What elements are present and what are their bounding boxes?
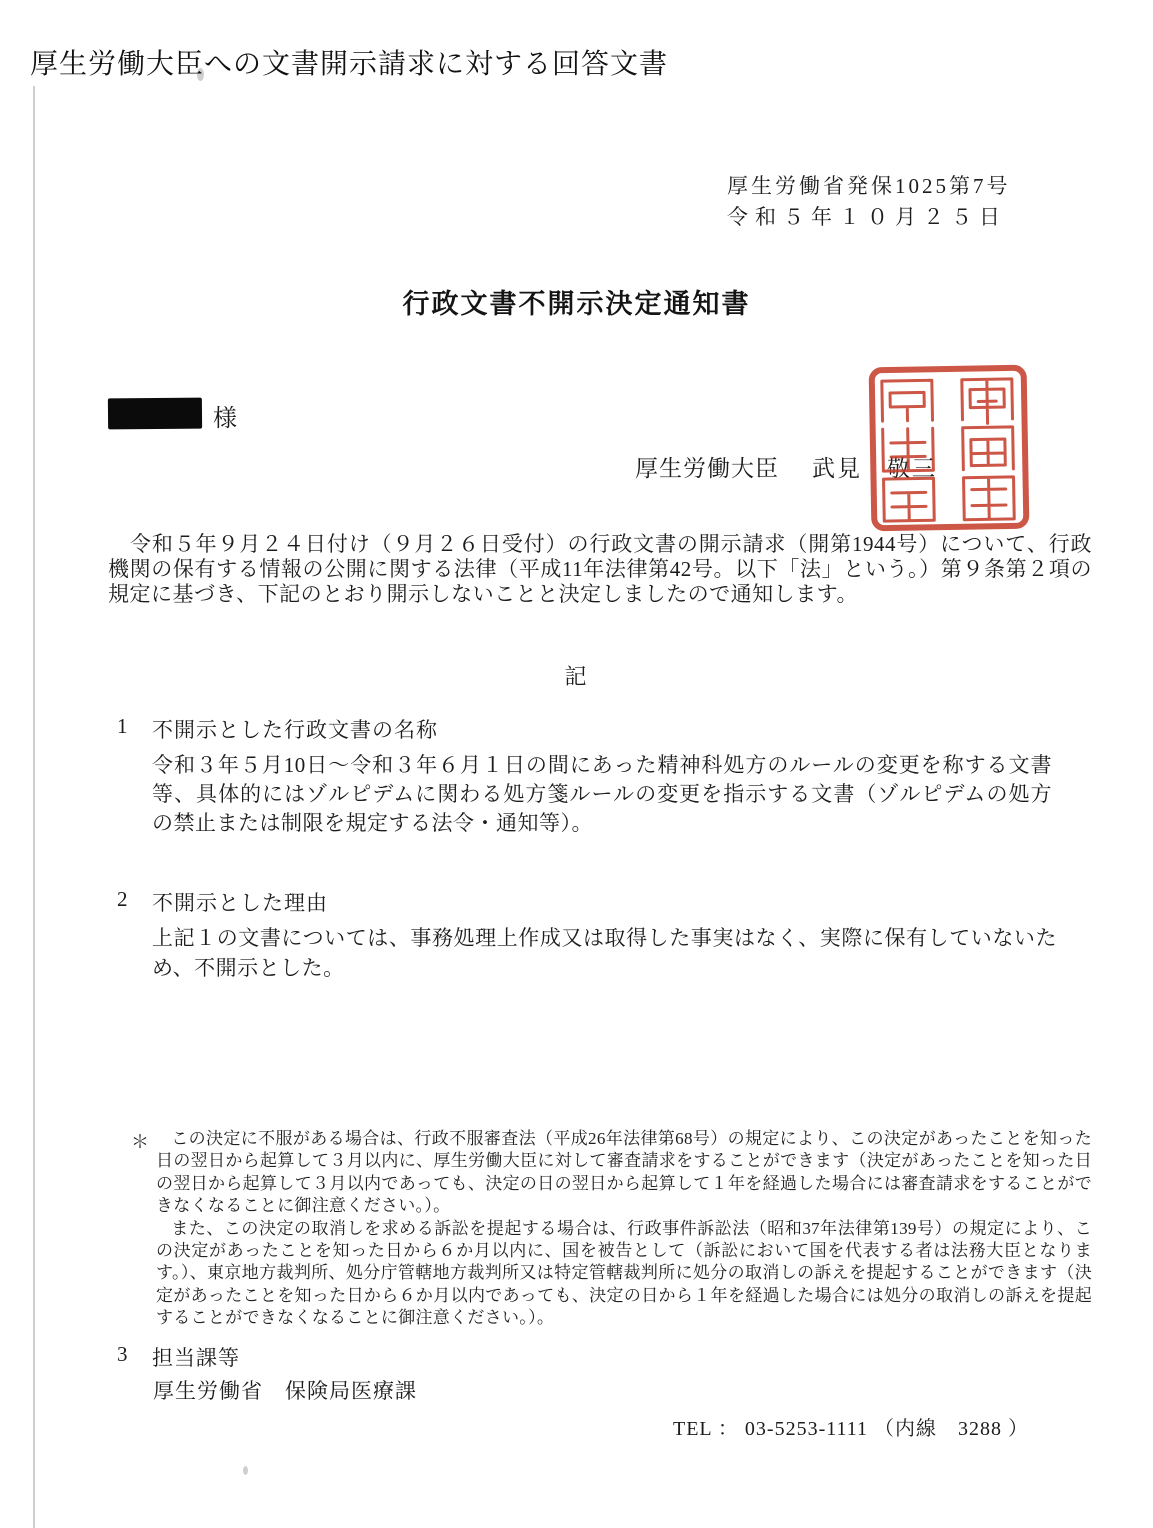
- minister-seal: [866, 363, 1033, 534]
- section2-heading: 不開示とした理由: [152, 891, 328, 915]
- contact-phone: TEL ： 03-5253-1111 （内線 3288 ）: [673, 1418, 1030, 1440]
- minister-name: 武見 敬三: [812, 456, 937, 481]
- page-annotation: 厚生労働大臣への文書開示請求に対する回答文書: [30, 49, 669, 80]
- document-date: 令和５年１０月２５日: [727, 205, 1007, 229]
- document-title: 行政文書不開示決定通知書: [402, 289, 751, 319]
- document-number: 厚生労働省発保1025第7号: [727, 174, 1011, 198]
- section1-heading: 不開示とした行政文書の名称: [152, 718, 438, 742]
- seal-stamp-icon: [866, 363, 1033, 534]
- minister-title: 厚生労働大臣: [635, 456, 779, 481]
- redacted-addressee-name: [108, 398, 202, 430]
- record-marker: 記: [564, 664, 589, 689]
- appeal-notice-paragraph: この決定に不服がある場合は、行政不服審査法（平成26年法律第68号）の規定により、この決定があったことを知った日の翌日から起算して３月以内に、厚生労働大臣に対して審査請求をすることができます（決定があったことを知った日の翌日から起算して３月以内であっても、決定の日の翌日から起算して１年を経過した場合には審査請求をすることができなくなることに御注意ください。）。: [156, 1129, 1092, 1216]
- section1-body: 令和３年５月10日～令和３年６月１日の間にあった精神科処方のルールの変更を称する文書等、具体的にはゾルピデムに関わる処方箋ルールの変更を指示する文書（ゾルピデムの処方の禁止または制限を規定する法令・通知等）。: [152, 753, 1052, 835]
- note-asterisk: ＊: [131, 1132, 149, 1152]
- responsible-division: 厚生労働省 保険局医療課: [153, 1379, 417, 1403]
- intro-paragraph: 令和５年９月２４日付け（９月２６日受付）の行政文書の開示請求（開第1944号）について、行政機関の保有する情報の公開に関する法律（平成11年法律第42号。以下「法」という。）第９条第２項の規定に基づき、下記のとおり開示しないことと決定しましたので通知します。: [108, 532, 1092, 606]
- section1-number: 1: [117, 714, 128, 738]
- appeal-notice: [156, 1128, 1092, 1330]
- section3-number: 3: [117, 1342, 128, 1366]
- scan-artifact: [243, 1466, 248, 1475]
- appeal-notice-paragraph: また、この決定の取消しを求める訴訟を提起する場合は、行政事件訴訟法（昭和37年法律第139号）の規定により、この決定があったことを知った日から６か月以内に、国を被告として（訴訟において国を代表する者は法務大臣となります。）、東京地方裁判所、処分庁管轄地方裁判所又は特定管轄裁判所に処分の取消しの訴えを提起することができます（決定があったことを知った日から６か月以内であっても、決定の日から１年を経過した場合には処分の取消しの訴えを提起することができなくなることに御注意ください。）。: [156, 1218, 1092, 1328]
- section2-body: 上記１の文書については、事務処理上作成又は取得した事実はなく、実際に保有していないため、不開示とした。: [152, 926, 1057, 980]
- section3-heading: 担当課等: [152, 1346, 240, 1370]
- addressee-honorific: 様: [213, 406, 237, 432]
- section2-number: 2: [117, 887, 128, 911]
